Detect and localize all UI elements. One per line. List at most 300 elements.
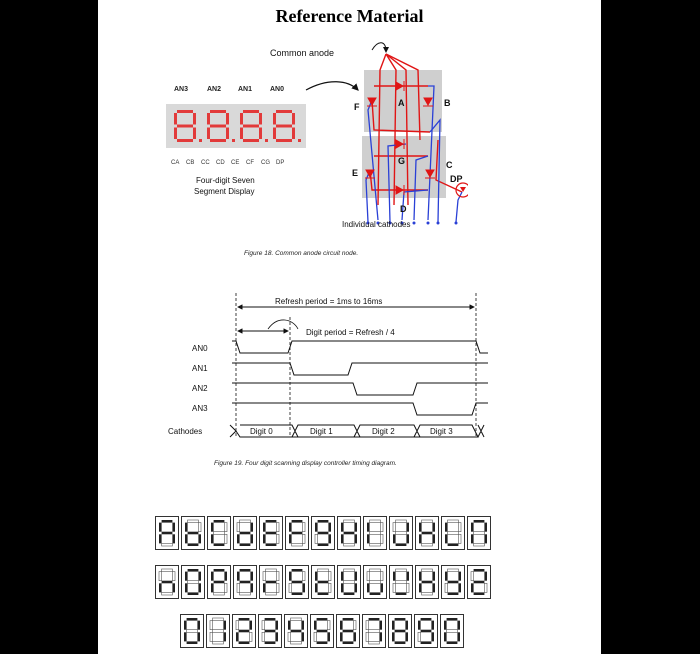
signal-label-an3: AN3 [192, 404, 208, 413]
anode-label-an1: AN1 [238, 86, 253, 93]
glyph-char: A [167, 549, 168, 550]
segment-d [318, 543, 329, 546]
segment-f [273, 113, 276, 125]
segment-e [340, 632, 343, 641]
segment-f [315, 523, 318, 532]
segment-b [354, 523, 357, 532]
segment-d [396, 543, 407, 546]
segment-c [198, 583, 201, 592]
segment-e [207, 128, 210, 140]
segment-e [211, 583, 214, 592]
glyph-row2-7 [337, 565, 361, 604]
anode-label-an0: AN0 [270, 86, 285, 93]
segment-g [214, 581, 225, 584]
glyph-char: Y [453, 598, 454, 599]
segment-d [447, 641, 458, 644]
glyph-char: t [323, 598, 324, 599]
segment-d [187, 641, 198, 644]
segment-g [318, 581, 329, 584]
glyph-char: 0 [452, 647, 453, 648]
segment-b [484, 572, 487, 581]
glyph-char: C [219, 549, 220, 550]
segment-f [393, 572, 396, 581]
segment-e [236, 632, 239, 641]
segment-d [177, 139, 193, 142]
glyph-row2-4 [259, 565, 283, 604]
glyph-row1-3 [233, 516, 257, 555]
segment-f [289, 572, 292, 581]
cathode-label-ca: CA [171, 160, 180, 166]
anode-label-an2: AN2 [207, 86, 222, 93]
segment-e [211, 534, 214, 543]
segment-a [210, 110, 226, 113]
segment-label-g: G [398, 156, 406, 166]
segment-f [444, 621, 447, 630]
individual-cathodes-label: Individual cathodes [342, 220, 411, 229]
segment-e [185, 583, 188, 592]
glyph-char: E [271, 549, 272, 550]
segment-a [188, 569, 199, 572]
segment-b [405, 621, 408, 630]
glyph-row2-0 [155, 565, 179, 604]
glyph-char: S [297, 598, 298, 599]
segment-a [343, 618, 354, 621]
glyph-row1-10 [415, 516, 439, 555]
glyph-char: H [349, 549, 350, 550]
segment-e [159, 534, 162, 543]
page-title: Reference Material [275, 6, 424, 26]
glyph-row1-1 [181, 516, 205, 555]
segment-d [243, 139, 259, 142]
segment-b [224, 572, 227, 581]
segment-e [263, 534, 266, 543]
segment-g [177, 125, 193, 128]
glyph-row3-0 [180, 614, 204, 653]
segment-g [474, 581, 485, 584]
glyph-row3-4 [284, 614, 308, 653]
glyph-row2-12 [467, 565, 491, 604]
segment-a [265, 618, 276, 621]
segment-f [418, 621, 421, 630]
anode-label-an3: AN3 [174, 86, 189, 93]
segment-b [275, 621, 278, 630]
glyph-char: 0 [192, 647, 193, 648]
glyph-row1-12 [467, 516, 491, 555]
segment-e [419, 583, 422, 592]
common-anode-circuit [278, 40, 468, 230]
segment-a [447, 618, 458, 621]
refresh-period-label: Refresh period = 1ms to 16ms [275, 297, 383, 306]
segment-b [172, 523, 175, 532]
decimal-point [265, 139, 268, 142]
glyph-char: r [271, 598, 272, 599]
segment-b [250, 523, 253, 532]
glyph-row1-8 [363, 516, 387, 555]
segment-g [240, 532, 251, 535]
segment-g [318, 532, 329, 535]
digit-label-3: Digit 3 [430, 427, 453, 436]
segment-c [302, 583, 305, 592]
segment-a [292, 569, 303, 572]
segment-c [172, 534, 175, 543]
segment-g [395, 630, 406, 633]
glyph-row3-10 [440, 614, 464, 653]
segment-c [379, 632, 382, 641]
segment-f [314, 621, 317, 630]
figure-19-caption: Figure 19. Four digit scanning display controller timing diagram. [214, 460, 397, 467]
segment-f [315, 572, 318, 581]
segment-e [471, 534, 474, 543]
glyph-char: M [479, 549, 480, 550]
segment-g [344, 532, 355, 535]
glyph-row1-9 [389, 516, 413, 555]
segment-g [343, 630, 354, 633]
glyph-row2-8 [363, 565, 387, 604]
glyph-char: J [401, 549, 402, 550]
segment-c [354, 534, 357, 543]
glyph-char: P [219, 598, 220, 599]
segment-label-f: F [354, 102, 360, 112]
segment-b [484, 523, 487, 532]
glyph-row1-0 [155, 516, 179, 555]
glyph-char: L [453, 549, 454, 550]
glyph-row3-6 [336, 614, 360, 653]
cathode-label-cg: CG [261, 160, 270, 166]
segment-label-a: A [398, 98, 405, 108]
cathode-label-dp: DP [276, 160, 285, 166]
glyph-row2-11 [441, 565, 465, 604]
segment-a [474, 520, 485, 523]
glyph-char: F [297, 549, 298, 550]
glyph-row2-5 [285, 565, 309, 604]
segment-c [328, 534, 331, 543]
segment-d [448, 592, 459, 595]
segment-b [197, 621, 200, 630]
digit-label-0: Digit 0 [250, 427, 273, 436]
glyph-row2-6 [311, 565, 335, 604]
segment-c [354, 583, 357, 592]
segment-c [193, 128, 196, 140]
segment-a [243, 110, 259, 113]
glyph-char: O [193, 598, 194, 599]
segment-e [419, 534, 422, 543]
segment-f [367, 523, 370, 532]
segment-c [484, 534, 487, 543]
segment-c [432, 534, 435, 543]
glyph-char: b [193, 549, 194, 550]
glyph-char: V [375, 598, 376, 599]
segment-b [458, 572, 461, 581]
segment-f [471, 523, 474, 532]
segment-f [184, 621, 187, 630]
glyph-char: I [375, 549, 376, 550]
segment-c [380, 583, 383, 592]
segment-d [370, 592, 381, 595]
glyph-char: g [323, 549, 324, 550]
segment-a [317, 618, 328, 621]
segment-e [263, 583, 266, 592]
segment-label-dp: DP [450, 174, 463, 184]
document-page [98, 0, 601, 654]
segment-b [301, 621, 304, 630]
glyph-row3-3 [258, 614, 282, 653]
decimal-point [232, 139, 235, 142]
segment-c [327, 632, 330, 641]
glyph-row1-2 [207, 516, 231, 555]
glyph-char: U [349, 598, 350, 599]
glyph-char: W [401, 598, 402, 599]
segment-a [162, 520, 173, 523]
segment-d [188, 592, 199, 595]
glyph-row1-4 [259, 516, 283, 555]
segment-c [353, 632, 356, 641]
segment-b [328, 523, 331, 532]
segment-c [301, 632, 304, 641]
glyph-char: 4 [296, 647, 297, 648]
glyph-row3-8 [388, 614, 412, 653]
segment-e [237, 534, 240, 543]
glyph-char: d [245, 549, 246, 550]
segment-a [177, 110, 193, 113]
signal-label-an1: AN1 [192, 364, 208, 373]
segment-f [289, 523, 292, 532]
segment-e [392, 632, 395, 641]
segment-c [458, 583, 461, 592]
segment-a [266, 520, 277, 523]
glyph-row2-9 [389, 565, 413, 604]
segment-g [292, 532, 303, 535]
segment-label-e: E [352, 168, 359, 178]
glyph-char: 5 [322, 647, 323, 648]
segment-d [292, 592, 303, 595]
segment-d [188, 543, 199, 546]
segment-a [369, 618, 380, 621]
display-label-line2: Segment Display [194, 187, 255, 196]
glyph-char: n [167, 598, 168, 599]
digit-label-1: Digit 1 [310, 427, 333, 436]
segment-e [184, 632, 187, 641]
segment-c [198, 534, 201, 543]
glyph-row2-3 [233, 565, 257, 604]
segment-a [474, 569, 485, 572]
glyph-row3-1 [206, 614, 230, 653]
segment-d [214, 543, 225, 546]
glyph-char: X [427, 598, 428, 599]
timing-diagram [158, 285, 498, 445]
segment-f [288, 621, 291, 630]
segment-f [263, 523, 266, 532]
common-anode-label: Common anode [270, 48, 335, 58]
segment-g [292, 581, 303, 584]
segment-b [406, 523, 409, 532]
signal-label-an2: AN2 [192, 384, 208, 393]
segment-d [239, 641, 250, 644]
segment-b [432, 523, 435, 532]
segment-d [266, 543, 277, 546]
segment-a [239, 618, 250, 621]
segment-g [266, 532, 277, 535]
segment-d [318, 592, 329, 595]
segment-c [431, 632, 434, 641]
glyph-row2-2 [207, 565, 231, 604]
segment-f [340, 621, 343, 630]
segment-label-c: C [446, 160, 453, 170]
glyph-row3-9 [414, 614, 438, 653]
segment-c [275, 632, 278, 641]
signal-label-an0: AN0 [192, 344, 208, 353]
glyph-char: K [427, 549, 428, 550]
segment-f [341, 523, 344, 532]
segment-f [237, 572, 240, 581]
segment-a [187, 618, 198, 621]
segment-a [395, 618, 406, 621]
segment-c [223, 632, 226, 641]
segment-c [172, 583, 175, 592]
segment-f [419, 523, 422, 532]
segment-e [341, 583, 344, 592]
segment-f [185, 572, 188, 581]
glyph-row2-1 [181, 565, 205, 604]
segment-f [445, 572, 448, 581]
segment-e [289, 534, 292, 543]
digit-period-label: Digit period = Refresh / 4 [306, 328, 395, 337]
segment-a [318, 520, 329, 523]
segment-e [185, 534, 188, 543]
segment-d [395, 641, 406, 644]
segment-e [393, 534, 396, 543]
segment-g [210, 125, 226, 128]
glyph-row1-11 [441, 516, 465, 555]
segment-f [445, 523, 448, 532]
segment-g [317, 630, 328, 633]
segment-c [457, 632, 460, 641]
segment-b [379, 621, 382, 630]
glyph-row3-2 [232, 614, 256, 653]
segment-e [174, 128, 177, 140]
segment-g [240, 581, 251, 584]
segment-g [266, 581, 277, 584]
segment-b [431, 621, 434, 630]
segment-b [193, 113, 196, 125]
segment-f [341, 572, 344, 581]
segment-a [292, 520, 303, 523]
segment-b [432, 572, 435, 581]
segment-b [406, 572, 409, 581]
segment-e [367, 534, 370, 543]
glyph-char: 6 [348, 647, 349, 648]
segment-d [343, 641, 354, 644]
segment-e [367, 583, 370, 592]
figure-18-caption: Figure 18. Common anode circuit node. [244, 250, 359, 257]
glyph-char: 8 [400, 647, 401, 648]
segment-e [273, 128, 276, 140]
segment-f [211, 523, 214, 532]
glyph-row1-6 [311, 516, 335, 555]
glyph-row3-5 [310, 614, 334, 653]
segment-e [240, 128, 243, 140]
segment-e [341, 534, 344, 543]
segment-g [421, 630, 432, 633]
segment-a [214, 569, 225, 572]
segment-b [223, 621, 226, 630]
segment-c [250, 534, 253, 543]
segment-b [457, 621, 460, 630]
segment-c [197, 632, 200, 641]
segment-label-d: D [400, 204, 407, 214]
cathode-label-cb: CB [186, 160, 195, 166]
segment-e [471, 583, 474, 592]
segment-a [214, 520, 225, 523]
glyph-char: 7 [374, 647, 375, 648]
segment-c [259, 128, 262, 140]
cathode-label-cc: CC [201, 160, 210, 166]
segment-a [240, 569, 251, 572]
segment-g [265, 630, 276, 633]
segment-a [421, 618, 432, 621]
glyph-char: 9 [426, 647, 427, 648]
segment-g [291, 630, 302, 633]
segment-d [265, 641, 276, 644]
segment-f [211, 572, 214, 581]
segment-d [421, 641, 432, 644]
glyph-char: Z [479, 598, 480, 599]
glyph-row3-7 [362, 614, 386, 653]
cathode-label-ce: CE [231, 160, 240, 166]
segment-g [239, 630, 250, 633]
segment-d [240, 543, 251, 546]
segment-g [162, 581, 173, 584]
glyph-char: 2 [244, 647, 245, 648]
cathode-label-cd: CD [216, 160, 225, 166]
glyph-row1-5 [285, 516, 309, 555]
segment-g [448, 581, 459, 584]
digit-label-2: Digit 2 [372, 427, 395, 436]
glyph-char: 3 [270, 647, 271, 648]
segment-d [396, 592, 407, 595]
segment-g [162, 532, 173, 535]
segment-e [159, 583, 162, 592]
segment-f [207, 113, 210, 125]
glyph-char: 1 [218, 647, 219, 648]
segment-b [226, 113, 229, 125]
segment-f [174, 113, 177, 125]
glyph-row1-7 [337, 516, 361, 555]
segment-c [406, 534, 409, 543]
segment-g [422, 581, 433, 584]
segment-b [198, 572, 201, 581]
segment-c [226, 128, 229, 140]
segment-e [315, 583, 318, 592]
segment-b [250, 572, 253, 581]
segment-label-b: B [444, 98, 451, 108]
segment-e [444, 632, 447, 641]
segment-c [432, 583, 435, 592]
segment-d [448, 543, 459, 546]
glyph-char: q [245, 598, 246, 599]
display-label-line1: Four-digit Seven [196, 176, 255, 185]
segment-b [249, 621, 252, 630]
segment-f [392, 621, 395, 630]
segment-g [188, 532, 199, 535]
cathode-label-cf: CF [246, 160, 254, 166]
segment-f [185, 523, 188, 532]
segment-d [210, 139, 226, 142]
segment-c [250, 583, 253, 592]
segment-f [240, 113, 243, 125]
segment-b [354, 572, 357, 581]
segment-f [159, 523, 162, 532]
signal-label-cathodes: Cathodes [168, 427, 203, 436]
